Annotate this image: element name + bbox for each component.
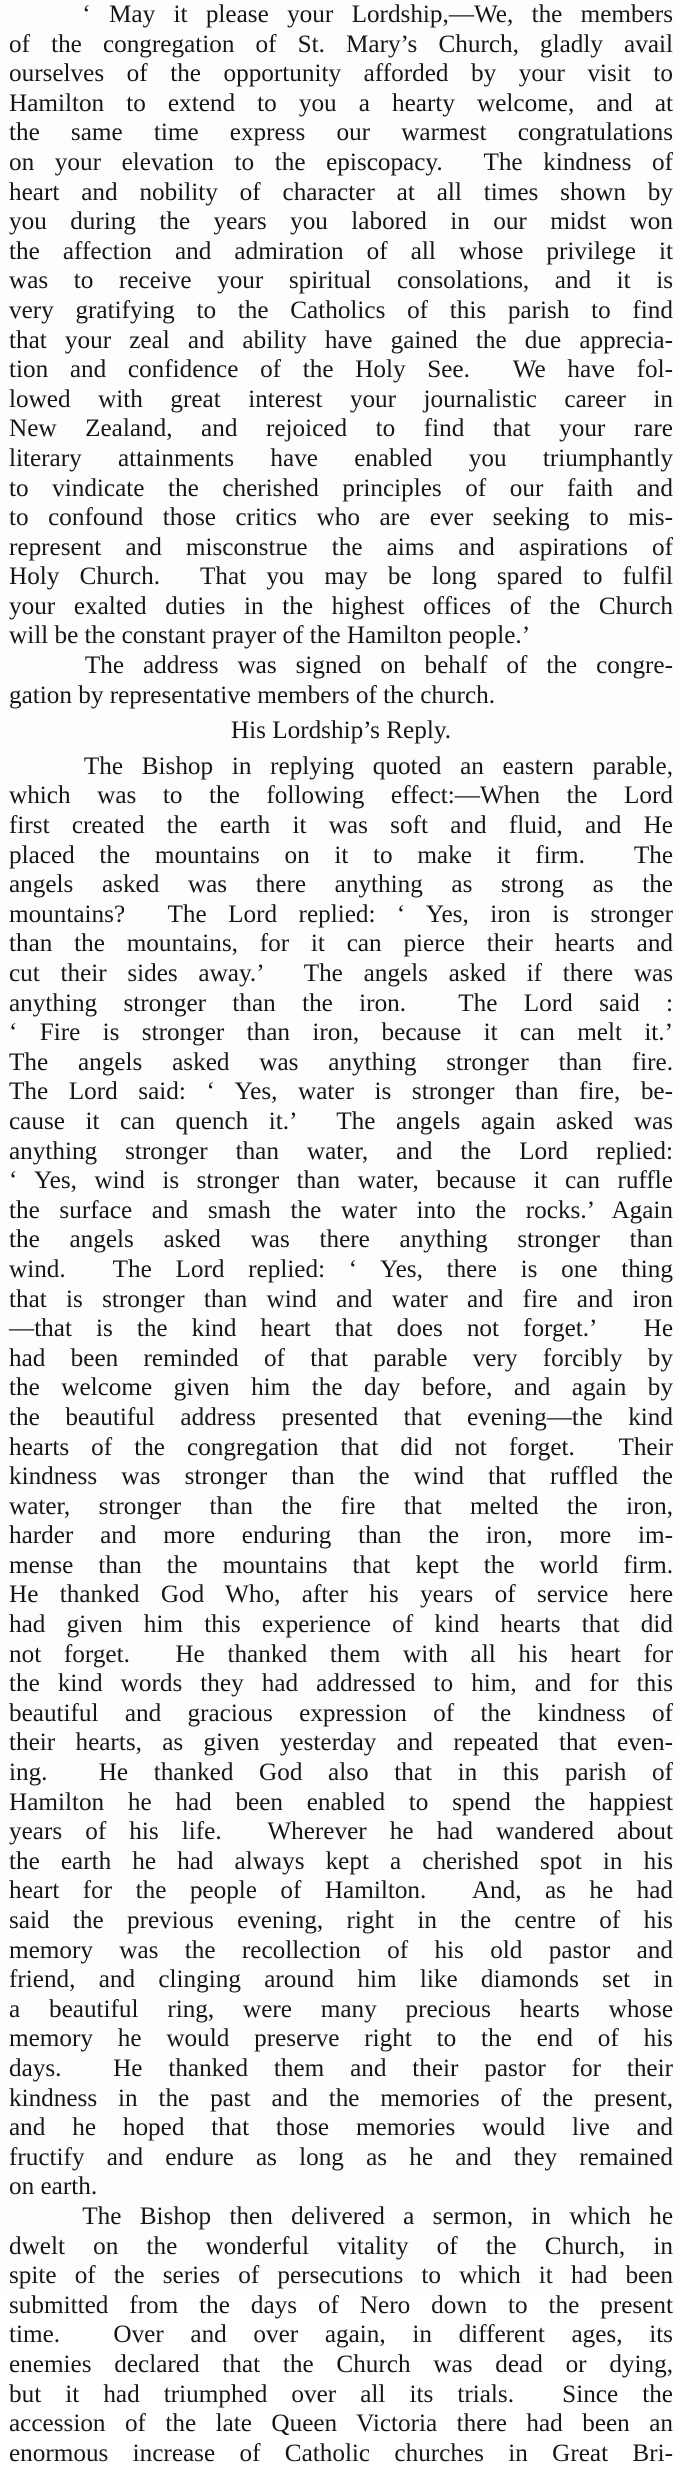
text-line: anything stronger than the iron. The Lord said : — [9, 989, 673, 1017]
text-line: literary attainments have enabled you triumphantly — [9, 444, 673, 472]
text-line: Hamilton to extend to you a hearty welcome, and at — [9, 89, 673, 117]
text-line: water, stronger than the fire that melted the iron, — [9, 1492, 673, 1520]
text-line: Hamilton he had been enabled to spend the happiest — [9, 1788, 673, 1816]
text-line: dwelt on the wonderful vitality of the Church, in — [9, 2232, 673, 2260]
text-line: ‘ Yes, wind is stronger than water, because it can ruffle — [9, 1167, 673, 1195]
text-line: to vindicate the cherished principles of our faith and — [9, 474, 673, 502]
text-line: enemies declared that the Church was dead or dying, — [9, 2350, 673, 2378]
text-line: the surface and smash the water into the rocks.’ Again — [9, 1196, 673, 1224]
text-line: heart and nobility of character at all times shown by — [9, 178, 673, 206]
text-line: that is stronger than wind and water and fire and iron — [9, 1285, 673, 1313]
text-line: spite of the series of persecutions to which it had been — [9, 2262, 673, 2290]
text-line: Holy Church. That you may be long spared to fulfil — [9, 563, 673, 591]
text-line: He thanked God Who, after his years of service here — [9, 1581, 673, 1609]
text-line: said the previous evening, right in the centre of his — [9, 1907, 673, 1934]
text-line: and he hoped that those memories would live and — [9, 2114, 673, 2142]
text-line: ourselves of the opportunity afforded by your visit to — [9, 60, 673, 88]
text-line: New Zealand, and rejoiced to find that your rare — [9, 415, 673, 443]
text-line: cut their sides away.’ The angels asked if there was — [9, 960, 673, 987]
text-line: had given him this experience of kind hearts that did — [9, 1611, 673, 1639]
text-line: of the congregation of St. Mary’s Church, gladly avail — [9, 30, 673, 58]
text-line: which was to the following effect:—When the Lord — [9, 782, 673, 810]
text-line: on your elevation to the episcopacy. The kindness of — [9, 148, 673, 176]
text-line: kindness in the past and the memories of the present, — [9, 2084, 673, 2112]
text-line: will be the constant prayer of the Hamilton people.’ — [9, 622, 531, 650]
text-line: lowed with great interest your journalistic career in — [9, 385, 673, 413]
signed-paragraph — [9, 651, 673, 710]
text-line: accession of the late Queen Victoria there had been an — [9, 2410, 673, 2438]
text-line: ing. He thanked God also that in this parish of — [9, 1759, 673, 1787]
text-line: to confound those critics who are ever seeking to mis- — [9, 504, 673, 532]
text-line: cause it can quench it.’ The angels again asked was — [9, 1107, 673, 1135]
sermon-paragraph — [9, 2202, 673, 2468]
text-line: ‘ Fire is stronger than iron, because it can melt it.’ — [9, 1019, 673, 1047]
text-line: the earth he had always kept a cherished spot in his — [9, 1847, 673, 1875]
text-line: placed the mountains on it to make it firm. The — [9, 841, 673, 869]
text-line: The Bishop then delivered a sermon, in which he — [9, 2202, 673, 2230]
text-line: ‘ May it please your Lordship,—We, the members — [9, 1, 673, 28]
reply-heading: His Lordship’s Reply. — [230, 717, 452, 745]
text-line: was to receive your spiritual consolations, and it is — [9, 267, 673, 295]
text-line: friend, and clinging around him like diamonds set in — [9, 1966, 673, 1994]
text-line: not forget. He thanked them with all his heart for — [9, 1640, 673, 1668]
text-line: The angels asked was anything stronger than fire. — [9, 1048, 673, 1076]
text-line: memory was the recollection of his old pastor and — [9, 1936, 673, 1964]
text-line: represent and misconstrue the aims and aspirations of — [9, 533, 673, 561]
text-line: on earth. — [9, 2173, 98, 2201]
text-line: The address was signed on behalf of the congre- — [9, 652, 673, 680]
text-line: a beautiful ring, were many precious hearts whose — [9, 1995, 673, 2023]
text-line: wind. The Lord replied: ‘ Yes, there is one thing — [9, 1255, 673, 1283]
text-line: hearts of the congregation that did not forget. Their — [9, 1433, 673, 1461]
text-line: your exalted duties in the highest offices of the Church — [9, 592, 673, 620]
text-line: the kind words they had addressed to him, and for this — [9, 1670, 673, 1698]
text-line: had been reminded of that parable very forcibly by — [9, 1344, 673, 1372]
text-line: that your zeal and ability have gained the due apprecia- — [9, 326, 673, 354]
text-line: fructify and endure as long as he and they remained — [9, 2143, 673, 2171]
text-line: time. Over and over again, in different ages, its — [9, 2321, 673, 2349]
text-line: the welcome given him the day before, and again by — [9, 1374, 673, 1402]
text-line: their hearts, as given yesterday and repeated that even- — [9, 1729, 673, 1757]
text-line: beautiful and gracious expression of the kindness of — [9, 1699, 673, 1727]
text-line: harder and more enduring than the iron, more im- — [9, 1522, 673, 1550]
text-line: kindness was stronger than the wind that ruffled the — [9, 1463, 673, 1491]
text-line: but it had triumphed over all its trials. Since the — [9, 2380, 673, 2408]
text-line: first created the earth it was soft and fluid, and He — [9, 812, 673, 840]
text-line: the same time express our warmest congratulations — [9, 119, 673, 147]
reply-paragraph — [9, 752, 673, 2202]
text-line: heart for the people of Hamilton. And, as he had — [9, 1877, 673, 1905]
text-line: memory he would preserve right to the end of his — [9, 2025, 673, 2053]
text-line: gation by representative members of the church. — [9, 681, 496, 709]
text-line: angels asked was there anything as strong as the — [9, 871, 673, 899]
text-line: the angels asked was there anything stronger than — [9, 1226, 673, 1254]
text-line: —that is the kind heart that does not forget.’ He — [9, 1315, 673, 1343]
text-line: The Bishop in replying quoted an eastern parable, — [9, 752, 673, 780]
text-line: the affection and admiration of all whose privilege it — [9, 237, 673, 265]
text-line: anything stronger than water, and the Lord replied: — [9, 1137, 673, 1165]
text-line: than the mountains, for it can pierce their hearts and — [9, 930, 673, 958]
text-line: very gratifying to the Catholics of this parish to find — [9, 296, 673, 324]
text-line: The Lord said: ‘ Yes, water is stronger than fire, be- — [9, 1078, 673, 1106]
text-line: you during the years you labored in our midst won — [9, 208, 673, 236]
text-line: mense than the mountains that kept the world firm. — [9, 1551, 673, 1579]
text-line: the beautiful address presented that evening—the kind — [9, 1403, 673, 1431]
address-paragraph — [9, 0, 673, 651]
text-line: days. He thanked them and their pastor for their — [9, 2054, 673, 2082]
text-line: years of his life. Wherever he had wandered about — [9, 1818, 673, 1846]
text-line: tion and confidence of the Holy See. We have fol- — [9, 356, 673, 384]
text-line: enormous increase of Catholic churches in Great Bri- — [9, 2439, 673, 2467]
text-line: mountains? The Lord replied: ‘ Yes, iron is stronger — [9, 900, 673, 928]
text-line: submitted from the days of Nero down to the present — [9, 2291, 673, 2319]
